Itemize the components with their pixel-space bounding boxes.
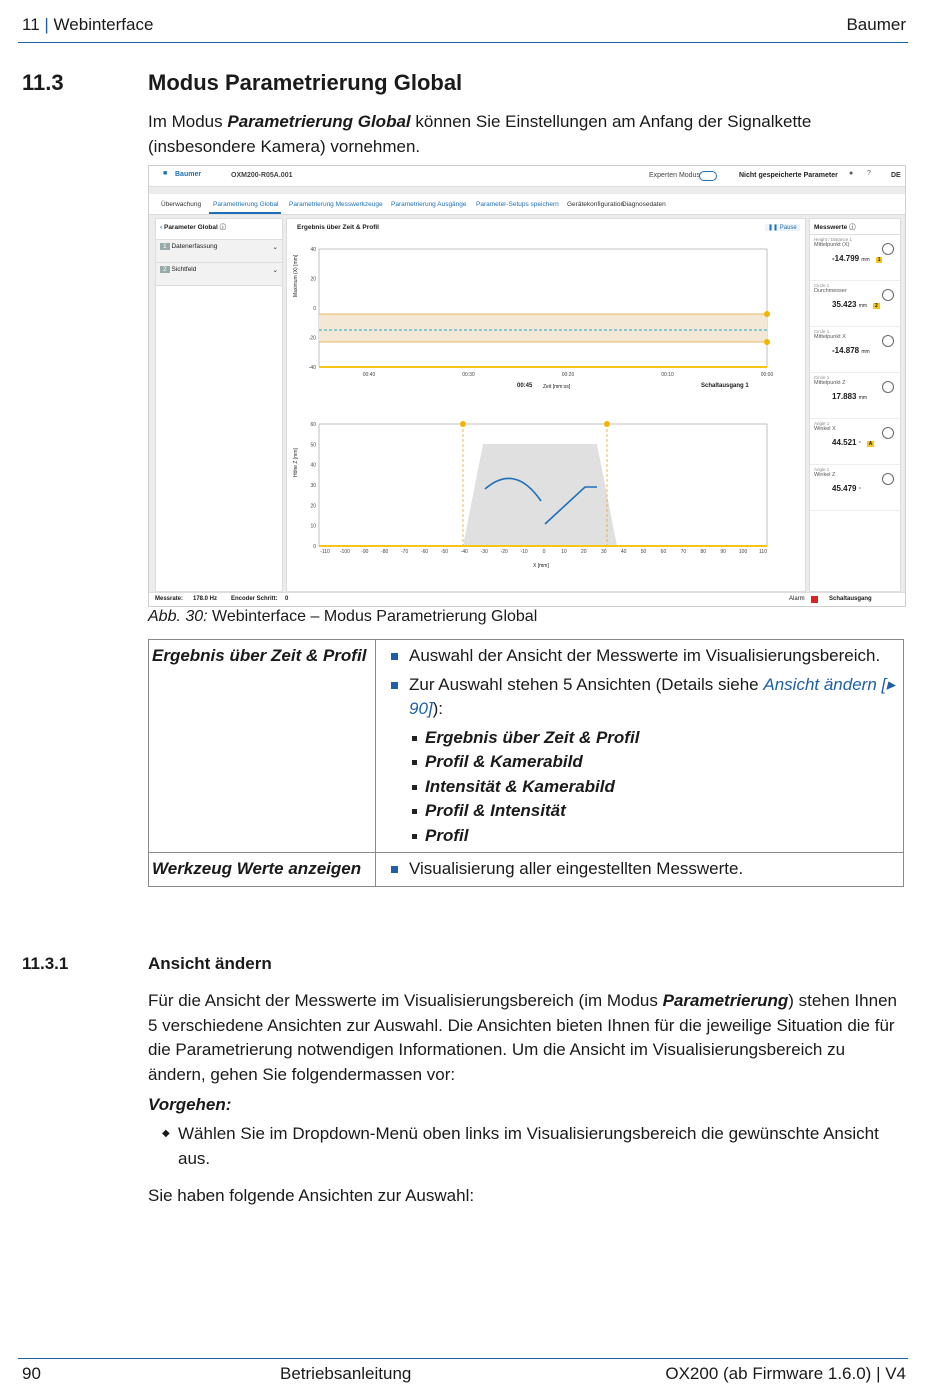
profile-chart-ytick: 30 <box>310 483 316 489</box>
expert-mode-toggle[interactable] <box>699 171 717 181</box>
table-row <box>149 853 904 887</box>
chevron-down-icon: ⌄ <box>272 244 278 251</box>
measurement-unit: mm <box>861 349 870 355</box>
list-item: Auswahl der Ansicht der Messwerte im Visualisierungsbereich. <box>379 644 900 669</box>
body-paragraph: Für die Ansicht der Messwerte im Visualisierungsbereich (im Modus Parametrierung) stehen Ihnen 5 verschiedene Ansichten zur Auswahl. Die Ansichten bieten Ihnen für die jeweilige Situation die für die Parametrierung notwendigen Informationen. Um die Ansicht im Visualisierungsbereich zu ändern, gehen Sie folgendermassen vor: <box>148 991 897 1084</box>
parameter-panel-header <box>156 219 282 240</box>
tool-icon <box>882 243 894 255</box>
time-chart-ytick: 40 <box>310 247 316 253</box>
values-list <box>810 235 900 511</box>
profile-chart-xtick: 20 <box>581 549 587 555</box>
measurement-name: Mittelpunkt X <box>814 334 846 340</box>
roi-handle[interactable] <box>460 421 466 427</box>
measurement-unit: mm <box>858 395 868 401</box>
tool-icon <box>882 427 894 439</box>
back-chevron-icon[interactable]: ‹ <box>160 224 163 231</box>
tool-icon <box>882 381 894 393</box>
tool-icon <box>882 335 894 347</box>
profile-chart-xtick: 10 <box>561 549 567 555</box>
tab-parametrierung-messwerkzeuge[interactable]: Parametrierung Messwerkzeuge <box>289 201 383 208</box>
info-icon[interactable]: ⓘ <box>849 224 856 231</box>
figure-caption: Abb. 30: Webinterface – Modus Parametrierung Global <box>148 608 538 625</box>
profile-chart-xtick: 70 <box>680 549 687 555</box>
subsection-title: Ansicht ändern <box>148 954 272 973</box>
param-group-2[interactable] <box>156 263 282 286</box>
sub-list-item: Intensität & Kamerabild <box>379 775 900 800</box>
measurement-name: Winkel Z <box>814 472 836 478</box>
profile-chart-ytick: 60 <box>310 422 316 428</box>
info-icon[interactable]: ⓘ <box>219 224 227 231</box>
measurement-name: Mittelpunkt Z <box>814 380 846 386</box>
measurement-unit: ° <box>858 441 861 447</box>
encoder-label: Encoder Schritt: <box>231 596 278 602</box>
measurement-tool: Angle 1 <box>814 421 830 426</box>
tool-icon <box>882 289 894 301</box>
tab-ueberwachung[interactable]: Überwachung <box>161 201 202 208</box>
time-chart-frame <box>319 249 767 367</box>
limit-handle[interactable] <box>764 311 770 317</box>
time-chart-ytick: -40 <box>308 365 316 371</box>
profile-chart-ylabel: Höhe Z [mm] <box>293 448 299 477</box>
app-topbar <box>149 166 905 187</box>
measurement-unit: ° <box>858 487 861 493</box>
profile-chart-xtick: -10 <box>520 549 528 555</box>
profile-chart-xtick: -70 <box>401 549 409 555</box>
time-readout: 00:45 <box>517 383 533 389</box>
roi-handle[interactable] <box>604 421 610 427</box>
parameter-panel-title: Parameter Global <box>163 224 218 231</box>
intro-paragraph: Im Modus Parametrierung Global können Sie Einstellungen am Anfang der Signalkette (insbesondere Kamera) vornehmen. <box>148 112 812 156</box>
output-badge: 2 <box>875 303 878 309</box>
profile-chart-ytick: 40 <box>310 462 316 469</box>
list-item: Visualisierung aller eingestellten Messwerte. <box>379 857 900 882</box>
measurement-tool: Circle 1 <box>814 283 830 288</box>
param-group-label: Sichtfeld <box>171 266 197 273</box>
profile-chart-xtick: -60 <box>420 549 429 555</box>
term-cell: Ergebnis über Zeit & Profil <box>149 640 376 853</box>
time-chart-xtick: 00:30 <box>462 372 475 378</box>
measurement-item[interactable] <box>810 465 900 511</box>
page-reference-link[interactable]: [▸ 90] <box>409 674 895 718</box>
values-panel-title: Messwerte <box>814 224 848 231</box>
tab-parametrierung-ausgaenge[interactable]: Parametrierung Ausgänge <box>391 201 467 208</box>
tab-parameter-setups[interactable]: Parameter-Setups speichern <box>476 201 559 208</box>
status-bar <box>149 592 905 607</box>
rate-value: 178.0 Hz <box>193 596 218 602</box>
brand-logo: Baumer <box>175 171 202 178</box>
time-chart-xtick: 00:10 <box>661 372 674 378</box>
language-select[interactable]: DE <box>891 172 901 179</box>
param-group-number: 2 <box>160 266 170 273</box>
sub-list-item: Profil <box>379 824 900 849</box>
measurement-unit: mm <box>861 257 870 263</box>
parameter-panel <box>155 218 283 592</box>
sub-list-item: Ergebnis über Zeit & Profil <box>379 726 900 751</box>
measurement-tool: Circle 1 <box>814 329 830 334</box>
subsection-number: 11.3.1 <box>22 954 69 973</box>
output-status-label: Schaltausgang <box>829 596 872 602</box>
measurement-value: 17.883 mm <box>832 392 868 401</box>
measurement-name: Mittelpunkt (X) <box>814 242 850 248</box>
profile-chart-xtick: 30 <box>600 549 607 555</box>
field-of-view-area <box>463 444 617 546</box>
tab-geraetekonfiguration[interactable]: Gerätekonfiguration <box>567 201 625 208</box>
profile-chart-xtick: 100 <box>738 549 748 555</box>
profile-chart-xtick: 40 <box>620 549 627 555</box>
term-table <box>148 639 904 887</box>
expert-mode-label: Experten Modus <box>649 172 700 179</box>
time-chart-ytick: 20 <box>310 276 316 283</box>
active-tab-indicator <box>209 212 281 214</box>
procedure-heading: Vorgehen: <box>148 1095 232 1114</box>
visualization-area <box>286 218 806 592</box>
alarm-indicator <box>811 596 818 603</box>
measurement-value: -14.799 mm 1 <box>832 254 881 263</box>
footer-rule <box>18 1358 908 1359</box>
measurement-value: 45.479 ° <box>832 484 861 493</box>
measurement-unit: mm <box>858 303 868 309</box>
procedure-step: ◆ Wählen Sie im Dropdown-Menü oben links im Visualisierungsbereich die gewünschte Ansicht aus. <box>148 1122 904 1171</box>
measurement-item[interactable] <box>810 281 900 327</box>
measurement-tool: Height / Distance 1 <box>814 237 853 242</box>
profile-chart-xtick: -30 <box>480 549 488 555</box>
time-chart-xtick: 00:40 <box>362 372 376 378</box>
measurement-value: 35.423 mm 2 <box>832 300 878 309</box>
measurement-item[interactable] <box>810 419 900 465</box>
time-chart-ytick: -20 <box>308 335 316 342</box>
values-panel <box>809 218 901 592</box>
profile-chart-xtick: -90 <box>361 549 369 555</box>
document-type: Betriebsanleitung <box>280 1364 412 1383</box>
header-rule <box>18 42 908 43</box>
output-badge: 1 <box>877 257 881 263</box>
param-group-label: Datenerfassung <box>171 243 218 250</box>
tab-parametrierung-global[interactable]: Parametrierung Global <box>213 201 279 208</box>
section-title: Modus Parametrierung Global <box>148 70 463 95</box>
profile-chart-xtick: -20 <box>500 549 508 555</box>
pause-label: Pause <box>779 225 797 231</box>
measurement-name: Durchmesser <box>814 288 847 294</box>
time-axis-label: Zeit [mm:ss] <box>543 384 571 390</box>
profile-chart-ytick: 0 <box>313 544 316 550</box>
output-select[interactable]: Schaltausgang 1 <box>701 383 749 389</box>
sub-list-item: Profil & Intensität <box>379 799 900 824</box>
webinterface-screenshot <box>148 165 906 607</box>
profile-chart-xtick: 0 <box>542 549 546 555</box>
unsaved-params[interactable]: Nicht gespeicherte Parameter <box>739 172 838 179</box>
profile-chart-xtick: -110 <box>320 549 330 555</box>
param-group-1[interactable] <box>156 240 282 263</box>
measurement-tool: Circle 1 <box>814 375 830 380</box>
profile-chart-ytick: 50 <box>310 442 316 449</box>
time-chart-limit-band <box>319 314 767 342</box>
list-item: Zur Auswahl stehen 5 Ansichten (Details siehe Ansicht ändern [▸ 90]): <box>379 673 900 722</box>
page-number: 90 <box>22 1364 41 1383</box>
measurement-item[interactable] <box>810 235 900 281</box>
user-icon[interactable]: ● <box>849 170 854 177</box>
limit-handle[interactable] <box>764 339 770 345</box>
values-panel-header <box>810 219 900 235</box>
measurement-value: 44.521 ° A <box>832 438 873 447</box>
device-name: OXM200-R05A.001 <box>231 172 293 179</box>
param-group-number: 1 <box>160 243 170 250</box>
charts-svg <box>287 219 805 591</box>
alarm-label: Alarm <box>789 596 805 602</box>
tool-icon <box>882 473 894 485</box>
product-version: OX200 (ab Firmware 1.6.0) | V4 <box>665 1364 906 1383</box>
view-select[interactable]: Ergebnis über Zeit & Profil <box>297 224 379 231</box>
profile-chart-xtick: 50 <box>640 549 647 555</box>
time-chart-xtick: 00:20 <box>561 372 575 378</box>
help-icon[interactable]: ? <box>867 170 871 177</box>
description-cell <box>376 853 904 887</box>
time-chart-ylabel: Maximum (X) [mm] <box>293 254 299 297</box>
time-chart-xtick: 00:00 <box>760 372 774 378</box>
description-cell <box>376 640 904 853</box>
profile-chart-xtick: -50 <box>440 549 449 555</box>
measurement-tool: Angle 1 <box>814 467 830 472</box>
pause-icon: ❚❚ <box>768 225 779 231</box>
closing-paragraph: Sie haben folgende Ansichten zur Auswahl: <box>148 1186 475 1205</box>
encoder-value: 0 <box>285 596 289 602</box>
measurement-item[interactable] <box>810 327 900 373</box>
chevron-down-icon: ⌄ <box>272 267 278 274</box>
profile-chart-xtick: -40 <box>460 549 468 555</box>
profile-chart-xtick: 80 <box>700 549 707 555</box>
table-row <box>149 640 904 853</box>
tab-diagnosedaten[interactable]: Diagnosedaten <box>622 201 666 208</box>
measurement-value: -14.878 mm <box>832 346 870 355</box>
measurement-name: Winkel X <box>814 426 836 432</box>
cross-reference-link[interactable]: Ansicht ändern <box>763 674 877 694</box>
mode-tabs <box>149 194 905 215</box>
sub-list-item: Profil & Kamerabild <box>379 750 900 775</box>
profile-chart-xtick: -80 <box>381 549 389 555</box>
term-cell: Werkzeug Werte anzeigen <box>149 853 376 887</box>
time-chart-ytick: 0 <box>313 306 316 312</box>
section-number: 11.3 <box>22 70 64 95</box>
logo-mark-icon: ■ <box>163 170 168 177</box>
profile-chart-ytick: 20 <box>310 503 316 510</box>
profile-chart-xtick: 110 <box>759 549 767 555</box>
running-header-brand: Baumer <box>846 15 906 34</box>
output-badge: A <box>868 441 873 447</box>
profile-chart-xtick: 60 <box>660 549 667 555</box>
profile-chart-xtick: 90 <box>720 549 726 555</box>
profile-chart-ytick: 10 <box>310 523 316 530</box>
rate-label: Messrate: <box>155 596 184 602</box>
profile-chart-xtick: -100 <box>339 549 350 555</box>
measurement-item[interactable] <box>810 373 900 419</box>
running-header-chapter: 11 | Webinterface <box>22 15 154 34</box>
profile-chart-xlabel: X [mm] <box>533 563 549 569</box>
